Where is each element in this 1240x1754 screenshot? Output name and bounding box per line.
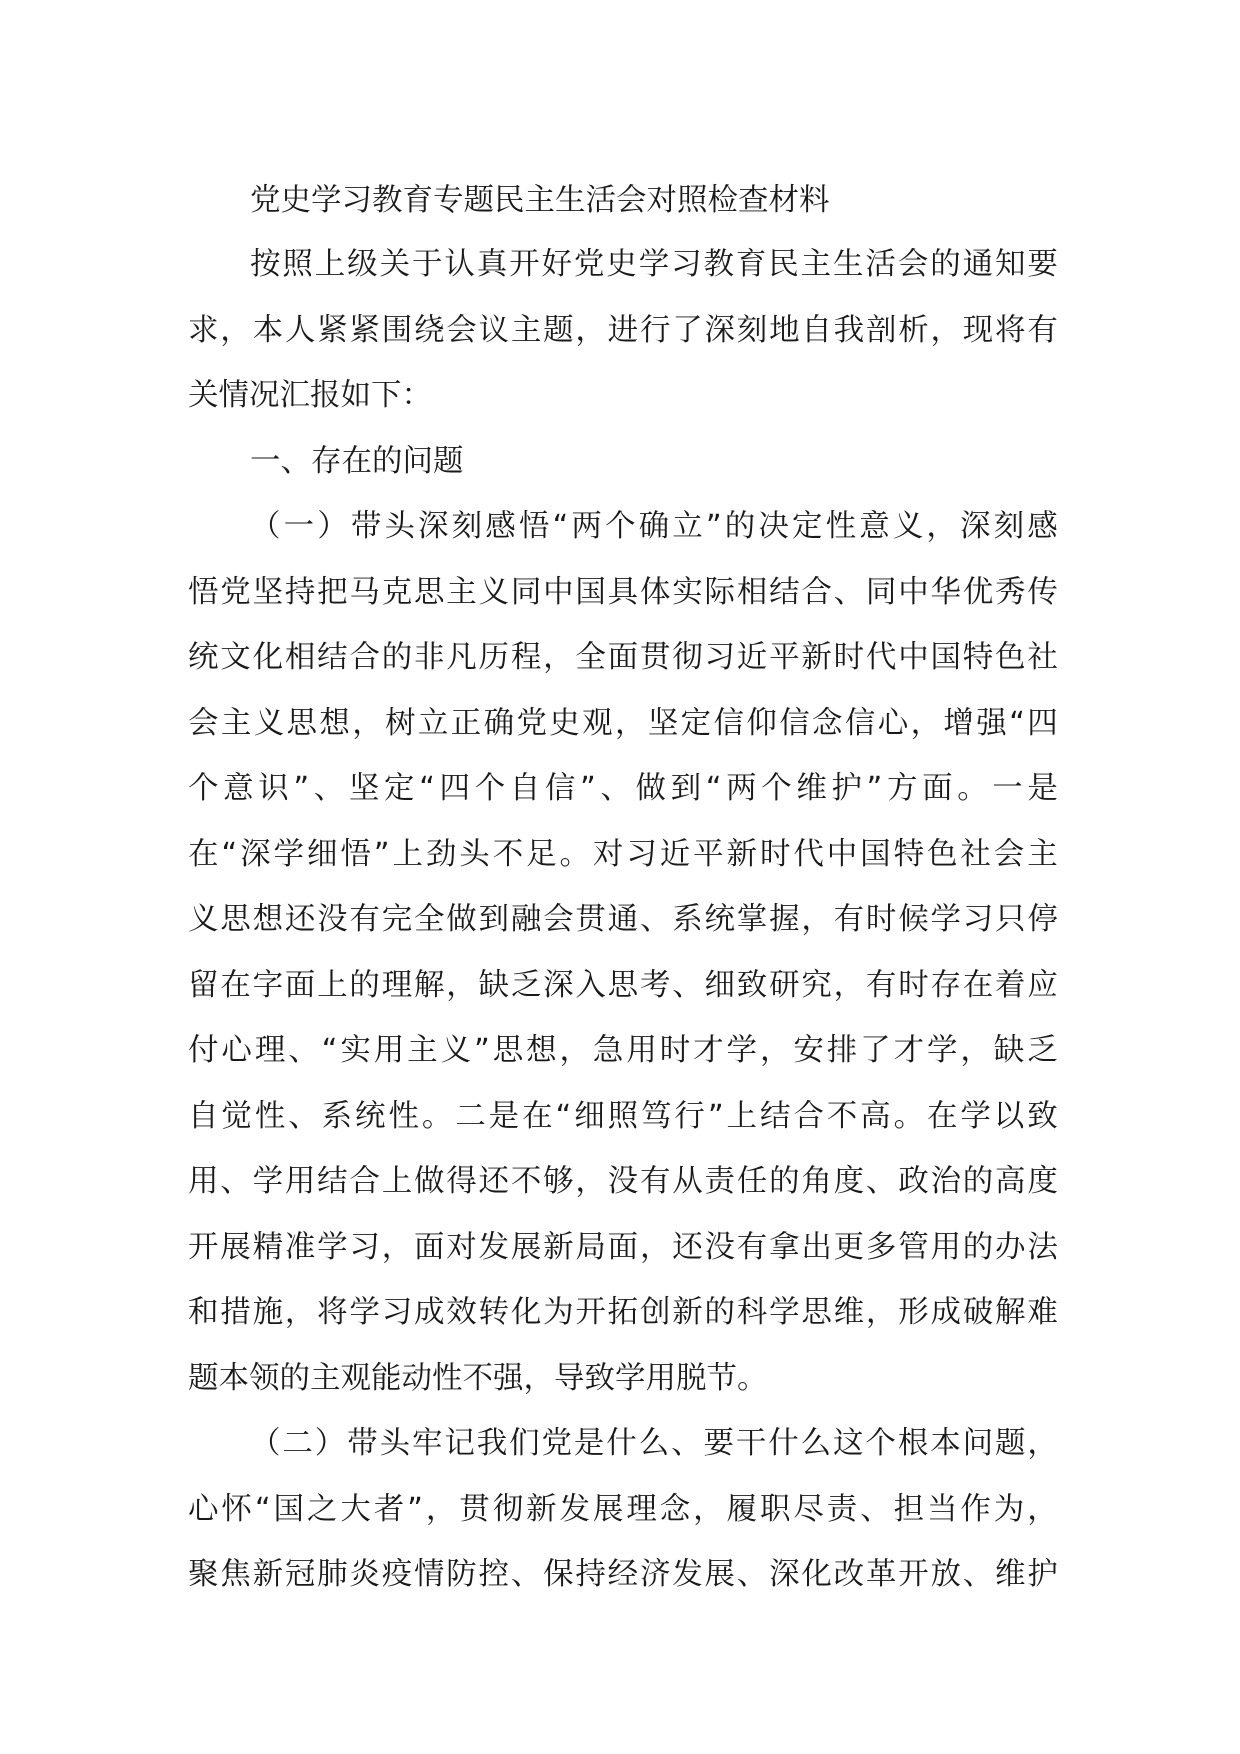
text-line: 题本领的主观能动性不强，导致学用脱节。 bbox=[188, 1360, 768, 1396]
text-line: 求 ， 本 人 紧 紧 围 绕 会 议 主 题 ， 进 行 了 深 刻 地 自 我 剖 析 ， 现 将 有 bbox=[188, 312, 1058, 348]
text-line: 按 照 上 级 关 于 认 真 开 好 党 史 学 习 教 育 民 主 生 活 会 的 通 知 要 bbox=[250, 247, 1058, 282]
text-line: 用 、 学 用 结 合 上 做 得 还 不 够 ， 没 有 从 责 任 的 角 度 、 政 治 的 高 度 bbox=[188, 1164, 1058, 1199]
document-body bbox=[188, 170, 1058, 1608]
text-line: 开 展 精 准 学 习 ， 面 对 发 展 新 局 面 ， 还 没 有 拿 出 更 多 管 用 的 办 法 bbox=[188, 1229, 1058, 1265]
text-line: 一、存在的问题 bbox=[250, 443, 464, 479]
text-line: 付 心 理 、 “ 实 用 主 义 ” 思 想 ， 急 用 时 才 学 ， 安 排 了 才 学 ， 缺 乏 bbox=[188, 1033, 1058, 1068]
text-line: 聚 焦 新 冠 肺 炎 疫 情 防 控 、 保 持 经 济 发 展 、 深 化 改 革 开 放 、 维 护 bbox=[188, 1557, 1058, 1592]
text-line: 和 措 施 ， 将 学 习 成 效 转 化 为 开 拓 创 新 的 科 学 思 维 ， 形 成 破 解 难 bbox=[188, 1295, 1058, 1330]
text-line: 悟 党 坚 持 把 马 克 思 主 义 同 中 国 具 体 实 际 相 结 合 、 同 中 华 优 秀 传 bbox=[188, 574, 1058, 610]
text-line: 关情况汇报如下： bbox=[188, 378, 432, 413]
text-line: （ 二 ） 带 头 牢 记 我 们 党 是 什 么 、 要 干 什 么 这 个 根 本 问 题 ， bbox=[250, 1426, 1058, 1461]
text-line: 统 文 化 相 结 合 的 非 凡 历 程 ， 全 面 贯 彻 习 近 平 新 时 代 中 国 特 色 社 bbox=[188, 640, 1058, 675]
document-text bbox=[188, 232, 1058, 1608]
text-line: （ 一 ） 带 头 深 刻 感 悟 “ 两 个 确 立 ” 的 决 定 性 意 义 ， 深 刻 感 bbox=[250, 509, 1058, 544]
text-line: 义 思 想 还 没 有 完 全 做 到 融 会 贯 通 、 系 统 掌 握 ， 有 时 候 学 习 只 停 bbox=[188, 902, 1058, 937]
document-title: 党史学习教育专题民主生活会对照检查材料 bbox=[250, 183, 830, 218]
text-line: 自 觉 性 、 系 统 性 。 二 是 在 “ 细 照 笃 行 ” 上 结 合 不 高 。 在 学 以 致 bbox=[188, 1098, 1058, 1134]
text-line: 会 主 义 思 想 ， 树 立 正 确 党 史 观 ， 坚 定 信 仰 信 念 信 心 ， 增 强 “ 四 bbox=[188, 705, 1058, 741]
text-line: 在 “ 深 学 细 悟 ” 上 劲 头 不 足 。 对 习 近 平 新 时 代 中 国 特 色 社 会 主 bbox=[188, 836, 1058, 872]
text-line: 心 怀 “ 国 之 大 者 ” ， 贯 彻 新 发 展 理 念 ， 履 职 尽 责 、 担 当 作 为 ， bbox=[188, 1491, 1058, 1527]
text-line: 个 意 识 ” 、 坚 定 “ 四 个 自 信 ” 、 做 到 “ 两 个 维 护 ” 方 面 。 一 是 bbox=[188, 771, 1058, 806]
text-line: 留 在 字 面 上 的 理 解 ， 缺 乏 深 入 思 考 、 细 致 研 究 ， 有 时 存 在 着 应 bbox=[188, 967, 1058, 1003]
